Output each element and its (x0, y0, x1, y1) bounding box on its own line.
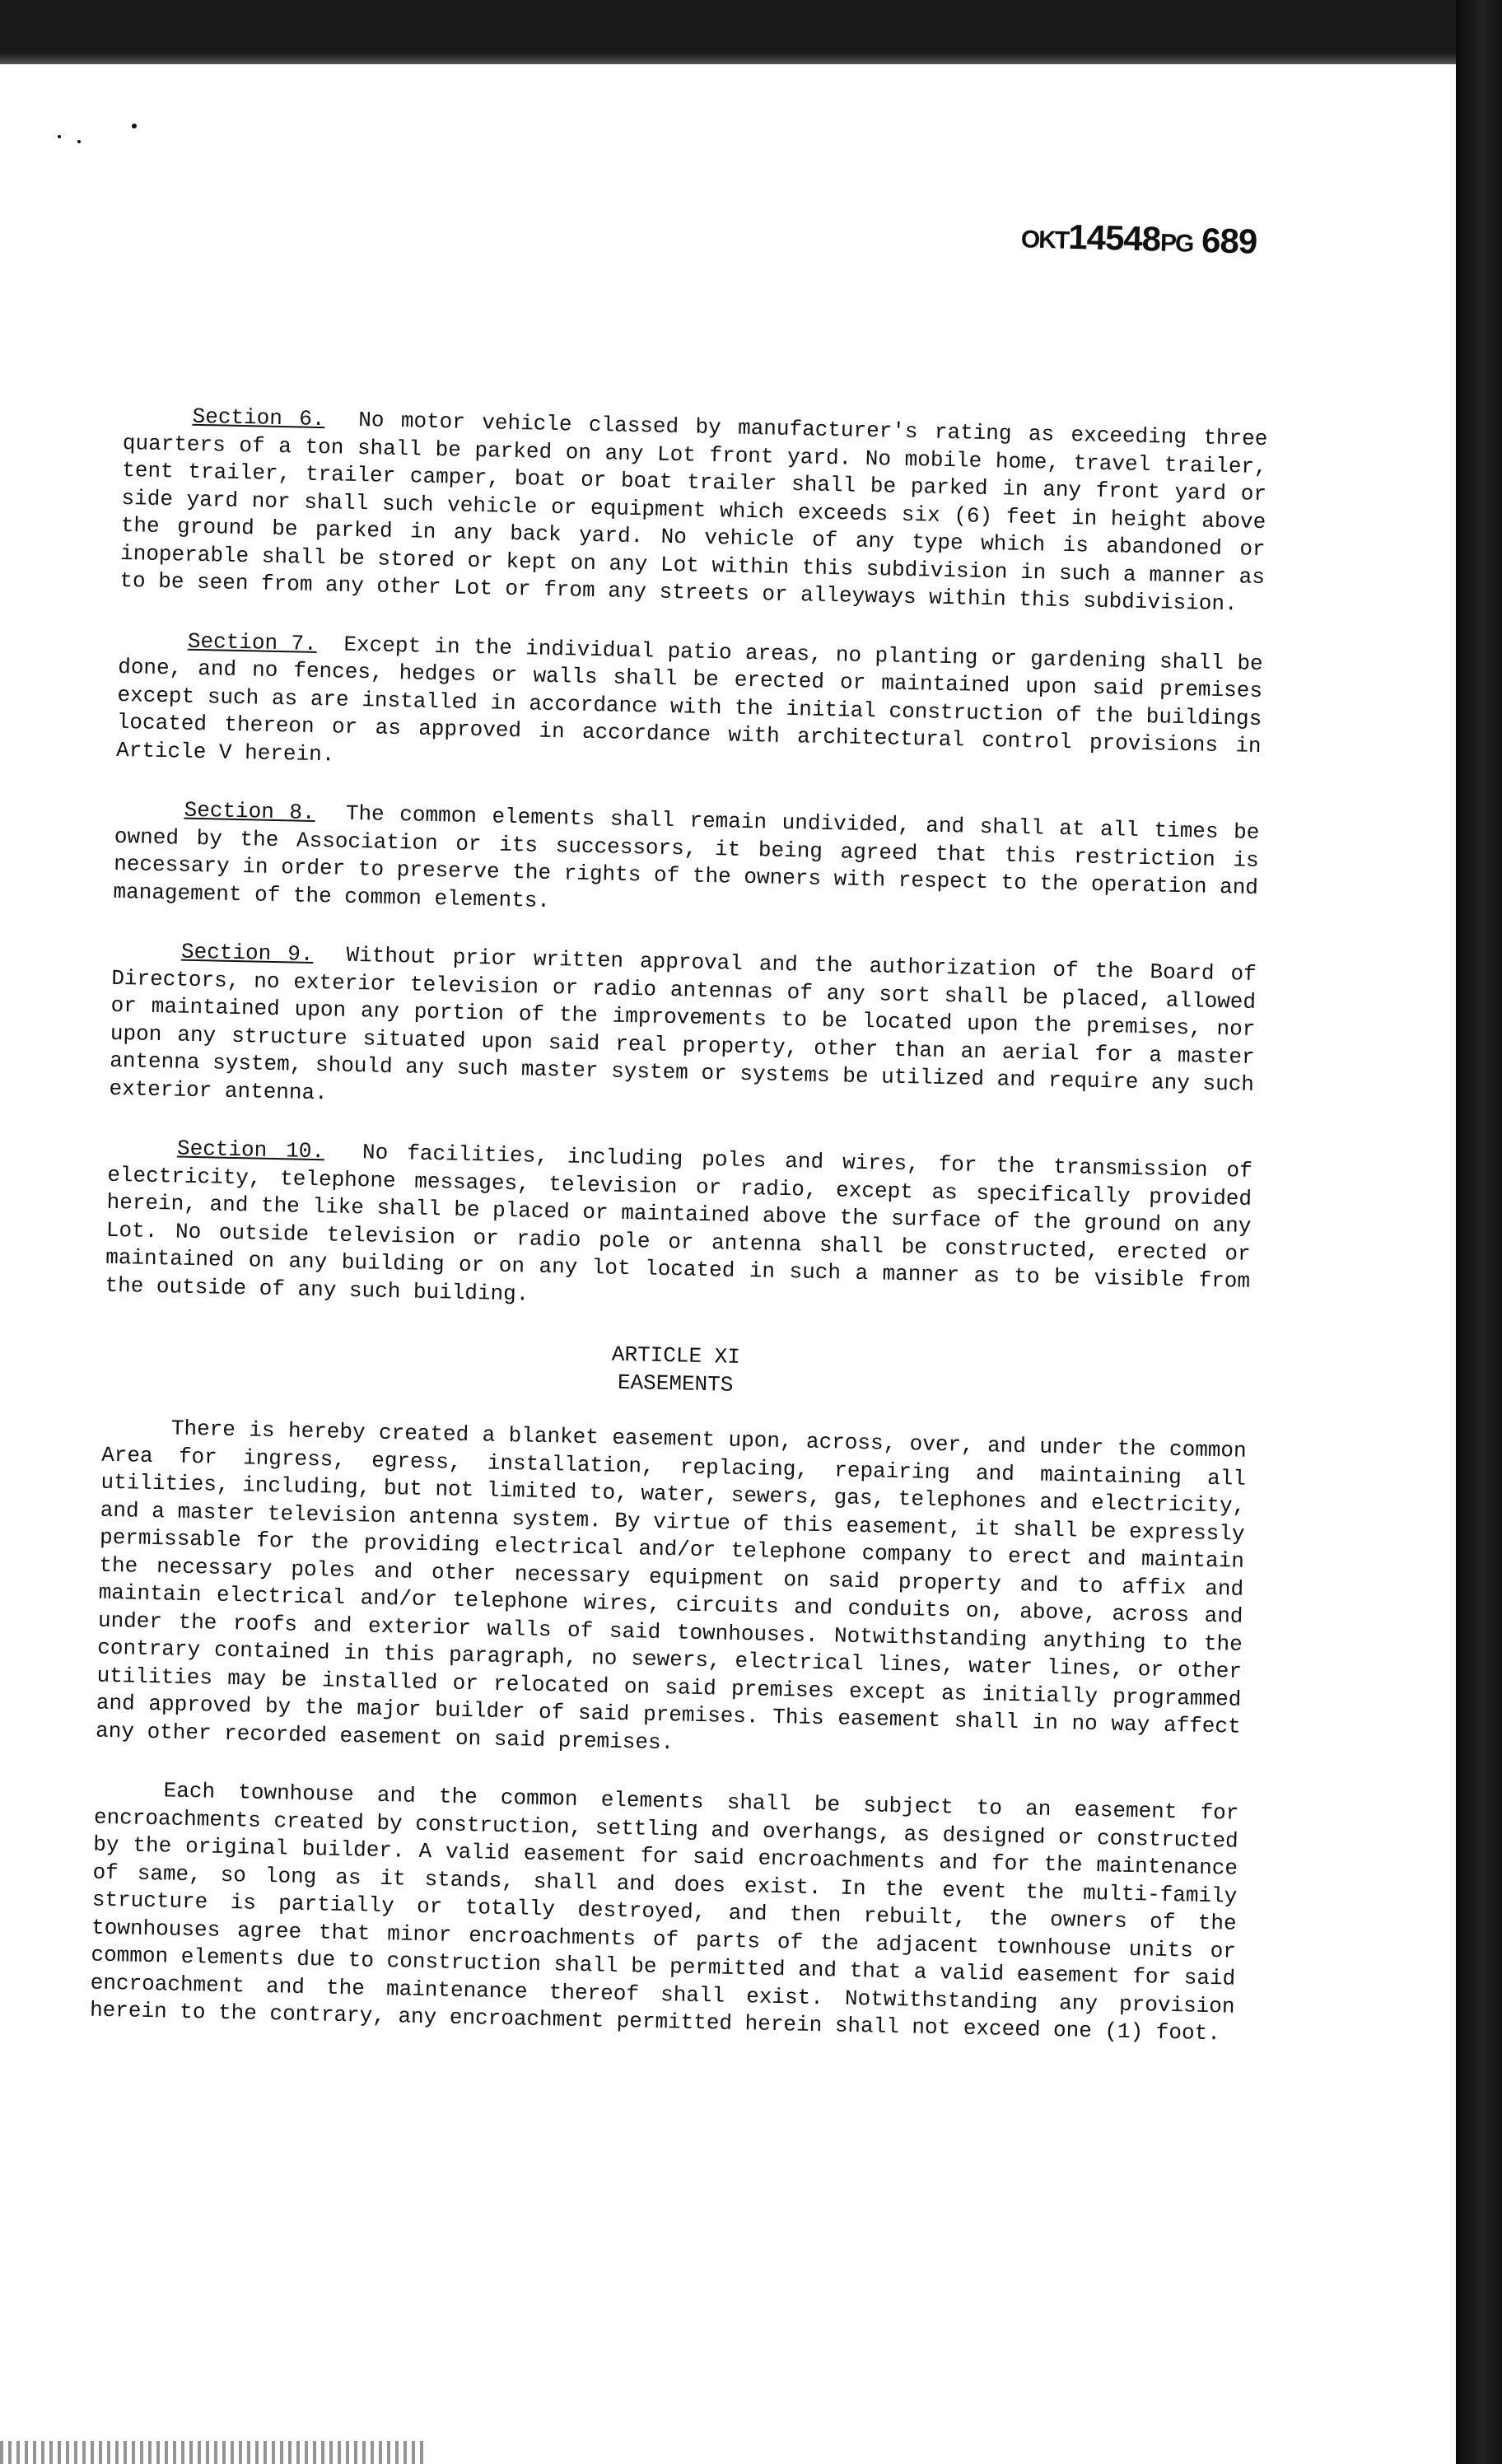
article-number: ARTICLE XI (611, 1342, 741, 1370)
book-number: 14548 (1067, 217, 1161, 259)
scan-bottom-noise (0, 2441, 428, 2464)
section-6-paragraph (119, 402, 1268, 619)
book-prefix: OKT (1020, 226, 1069, 254)
section-8-paragraph (113, 796, 1260, 930)
section-text: No facilities, including poles and wires, for the transmission of electricity, telephone messages, television or radio, except as specifically provided herein, and the like shall be placed or maintained above the surface of the ground on any Lot. No outside television or radio pole or antenna shall be constructed, erected or maintained on any building or on any lot located in such a manner as to be visible from the outside of any such building. (105, 1140, 1253, 1307)
scan-speck (77, 140, 81, 143)
section-label: Section 7. (187, 628, 318, 656)
section-10-paragraph (105, 1134, 1252, 1323)
section-label: Section 6. (192, 404, 325, 432)
section-7-paragraph (116, 626, 1263, 788)
scan-right-edge (1456, 0, 1502, 2464)
section-text: The common elements shall remain undivided, and shall at all times be owned by the Association or its successors, it being agreed that this restriction is necessary in order to preserve the rights of the owners with respect to the operation and management of the common elements. (113, 800, 1260, 913)
section-label: Section 9. (180, 939, 314, 967)
section-label: Section 10. (176, 1136, 325, 1164)
scan-speck (58, 135, 61, 138)
article-title: EASEMENTS (617, 1370, 734, 1398)
easement-paragraph: There is hereby created a blanket easement upon, across, over, and under the common Area for ingress, egress, installation, replacing, repairing and maintaining all utilities, including, but not limited to, water, sewers, gas, telephones and electricity, and a master television antenna system. By virtue of this easement, it shall be expressly permissable for the providing electrical and/or telephone company to erect and maintain the necessary poles and other necessary equipment on said property and to affix and maintain electrical and/or telephone wires, circuits and conduits on, above, across and under the roofs and exterior walls of said townhouses. Notwithstanding anything to the contrary contained in this paragraph, no sewers, electrical lines, water lines, or other utilities may be installed or relocated on said premises except as initially programmed and approved by the major builder of said premises. This easement shall in no way affect any other recorded easement on said premises. (95, 1416, 1247, 1755)
page-prefix: PG (1159, 229, 1193, 258)
book-page-stamp (1020, 216, 1257, 261)
section-text: Without prior written approval and the authorization of the Board of Directors, no exterior television or radio antennas of any sort shall be placed, allowed or maintained upon any portion of the improvements to be located upon the premises, nor upon any structure situated upon said real property, other than an aerial for a master antenna system, should any such master system or systems be utilized and require any such exterior antenna. (109, 942, 1257, 1105)
section-text: Except in the individual patio areas, no planting or gardening shall be done, and no fences, hedges or walls shall be erected or maintained upon said premises except such as are installed in accordance with the initial construction of the buildings located thereon or as approved in accordance with architectural control provisions in Article V herein. (115, 632, 1263, 767)
section-9-paragraph (109, 937, 1257, 1127)
encroachment-paragraph: Each townhouse and the common elements shall be subject to an easement for encroachments created by construction, settling and overhangs, as designed or constructed by the original builder. A valid easement for said encroachments and for the maintenance of same, so long as it stands, shall and does exist. In the event the multi-family structure is partially or totally destroyed, and then rebuilt, the owners of the townhouses agree that minor encroachments of parts of the adjacent townhouse units or common elements due to construction shall be permitted and that a valid easement for said encroachment and the maintenance thereof shall exist. Notwithstanding any provision herein to the contrary, any encroachment permitted herein shall not exceed one (1) foot. (89, 1778, 1239, 2046)
page-number: 689 (1201, 220, 1257, 261)
document-body (89, 402, 1268, 2079)
section-text: No motor vehicle classed by manufacturer's rating as exceeding three quarters of a ton shall be parked on any Lot front yard. No mobile home, travel trailer, tent trailer, trailer camper, boat or boat trailer shall be parked in any front yard or side yard nor shall such vehicle or equipment which exceeds six (6) feet in height above the ground be parked in any back yard. No vehicle of any type which is abandoned or inoperable shall be stored or kept on any Lot within this subdivision in such a manner as to be seen from any other Lot or from any streets or alleyways within this subdivision. (119, 407, 1268, 617)
section-label: Section 8. (184, 797, 315, 825)
scan-speck (132, 124, 137, 128)
